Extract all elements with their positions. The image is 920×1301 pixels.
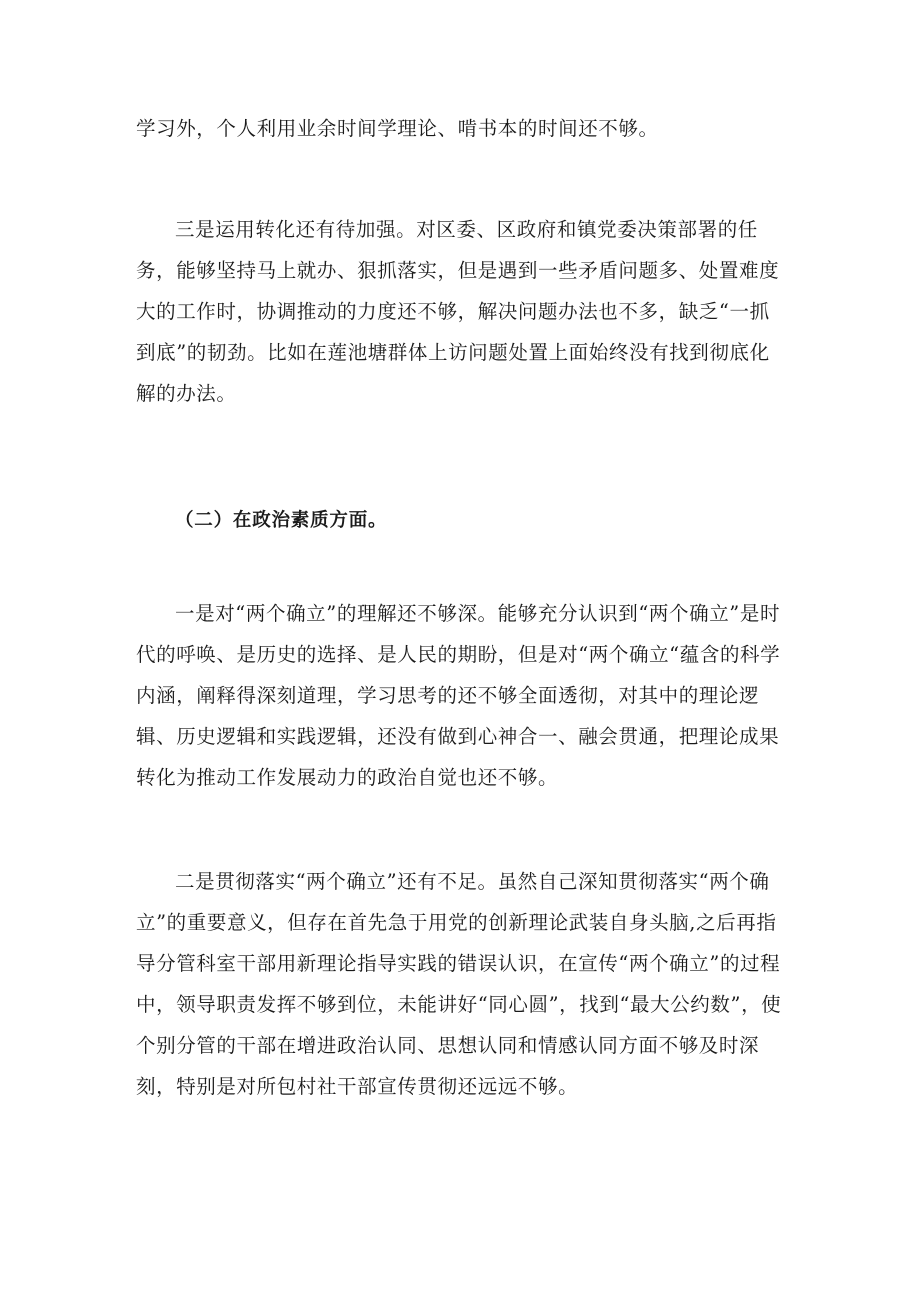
section-heading: （二）在政治素质方面。 bbox=[175, 510, 388, 531]
paragraph-point-two: 二是贯彻落实“两个确立”还有不足。虽然自己深知贯彻落实“两个确立”的重要意义，但存在首先急于用党的创新理论武装自身头脑,之后再指导分管科室干部用新理论指导实践的错误认识，在宣传“两个确立”的过程中，领导职责发挥不够到位，未能讲好“同心圆”，找到“最大公约数”，使个别分管的干部在增进政治认同、思想认同和情感认同方面不够及时深刻，特别是对所包村社干部宣传贯彻还远远不够。 bbox=[136, 870, 782, 1098]
paragraph-continued: 学习外，个人利用业余时间学理论、啃书本的时间还不够。 bbox=[136, 117, 659, 140]
paragraph-point-three: 三是运用转化还有待加强。对区委、区政府和镇党委决策部署的任务，能够坚持马上就办、狠抓落实，但是遇到一些矛盾问题多、处置难度大的工作时，协调推动的力度还不够，解决问题办法也不多，缺乏“一抓到底”的韧劲。比如在莲池塘群体上访问题处置上面始终没有找到彻底化解的办法。 bbox=[136, 218, 780, 405]
paragraph-point-one: 一是对“两个确立”的理解还不够深。能够充分认识到“两个确立”是时代的呼唤、是历史的选择、是人民的期盼，但是对“两个确立“蕴含的科学内涵，阐释得深刻道理，学习思考的还不够全面透彻，对其中的理论逻辑、历史逻辑和实践逻辑，还没有做到心神合一、融会贯通，把理论成果转化为推动工作发展动力的政治自觉也还不够。 bbox=[136, 602, 781, 789]
